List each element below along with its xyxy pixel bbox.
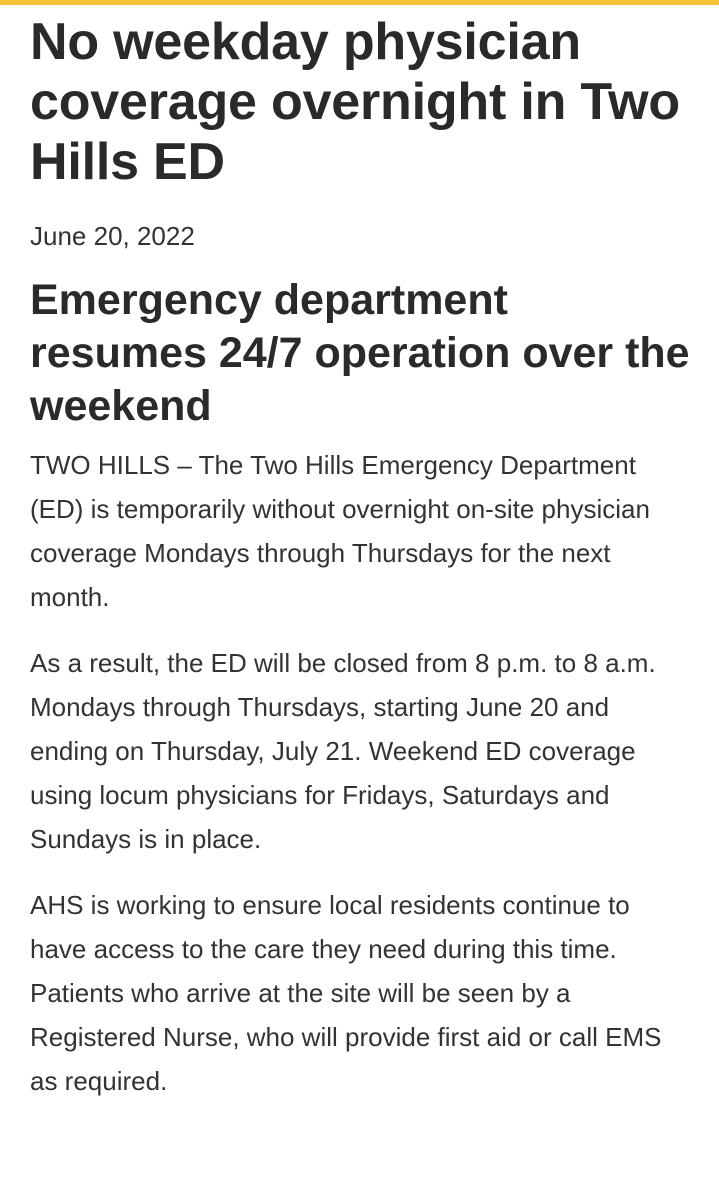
article-paragraph: AHS is working to ensure local residents continue to have access to the care they need during this time. Patients who arrive at the site will be seen by a Registered Nurse, who will provide first aid or call EMS as required. xyxy=(30,890,662,1096)
news-article xyxy=(30,12,690,1103)
article-paragraph: TWO HILLS – The Two Hills Emergency Department (ED) is temporarily without overnight on-site physician coverage Mondays through Thursdays for the next month. xyxy=(30,450,650,612)
article-date: June 20, 2022 xyxy=(30,221,195,251)
article-headline: No weekday physician coverage overnight in Two Hills ED xyxy=(30,13,680,191)
article-paragraph: As a result, the ED will be closed from 8 p.m. to 8 a.m. Mondays through Thursdays, starting June 20 and ending on Thursday, July 21. Weekend ED coverage using locum physicians for Fridays, Saturdays and Sundays is in place. xyxy=(30,648,656,854)
article-subheadline: Emergency department resumes 24/7 operation over the weekend xyxy=(30,276,690,430)
top-accent-bar xyxy=(0,0,719,5)
